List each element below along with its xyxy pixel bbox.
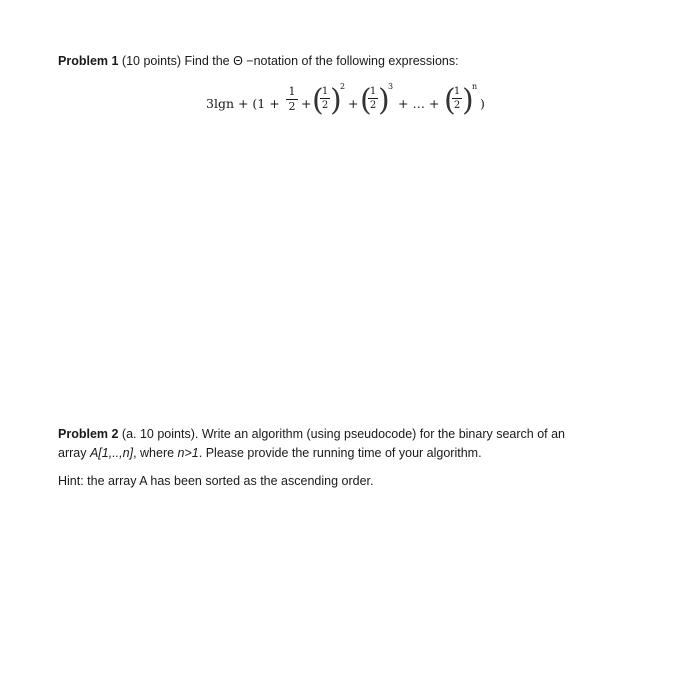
formula-term-half-power-n: ( 1 2 ) n: [444, 82, 478, 118]
problem2-points: (a. 10 points).: [121, 427, 199, 441]
formula-fraction-half: 1 2: [286, 86, 298, 113]
problem2-statement-line2: array A[1,..,n], where n>1. Please provide the running time of your algorithm.: [58, 446, 482, 460]
problem1-points: (10 points): [121, 54, 181, 68]
exponent-3: 3: [388, 82, 394, 91]
problem2-label: Problem 2: [58, 427, 119, 441]
formula-close-paren: ): [480, 96, 485, 111]
problem1-label: Problem 1: [58, 54, 119, 68]
formula-term-half-squared: ( 1 2 ) 2: [312, 82, 346, 118]
formula-ellipsis: + … +: [398, 96, 440, 111]
problem2-text: Write an algorithm (using pseudocode) for the binary search of an: [201, 427, 566, 441]
formula-plus-1: +: [301, 96, 312, 111]
problem1-formula: [200, 80, 500, 130]
formula-plus-2: +: [348, 96, 359, 111]
formula-term-half-cubed: ( 1 2 ) 3: [360, 82, 394, 118]
problem2-hint: Hint: the array A has been sorted as the ascending order.: [58, 474, 374, 488]
array-notation: A[1,..,n]: [89, 446, 134, 460]
problem2-statement-line1: [58, 427, 565, 441]
n-condition: n>1: [177, 446, 199, 460]
formula-lead: 3lgn + (1 +: [206, 96, 280, 111]
exponent-n: n: [472, 82, 478, 91]
exponent-2: 2: [340, 82, 346, 91]
problem1-text: Find the Θ −notation of the following expressions:: [184, 54, 459, 68]
problem1-statement: [58, 54, 459, 68]
